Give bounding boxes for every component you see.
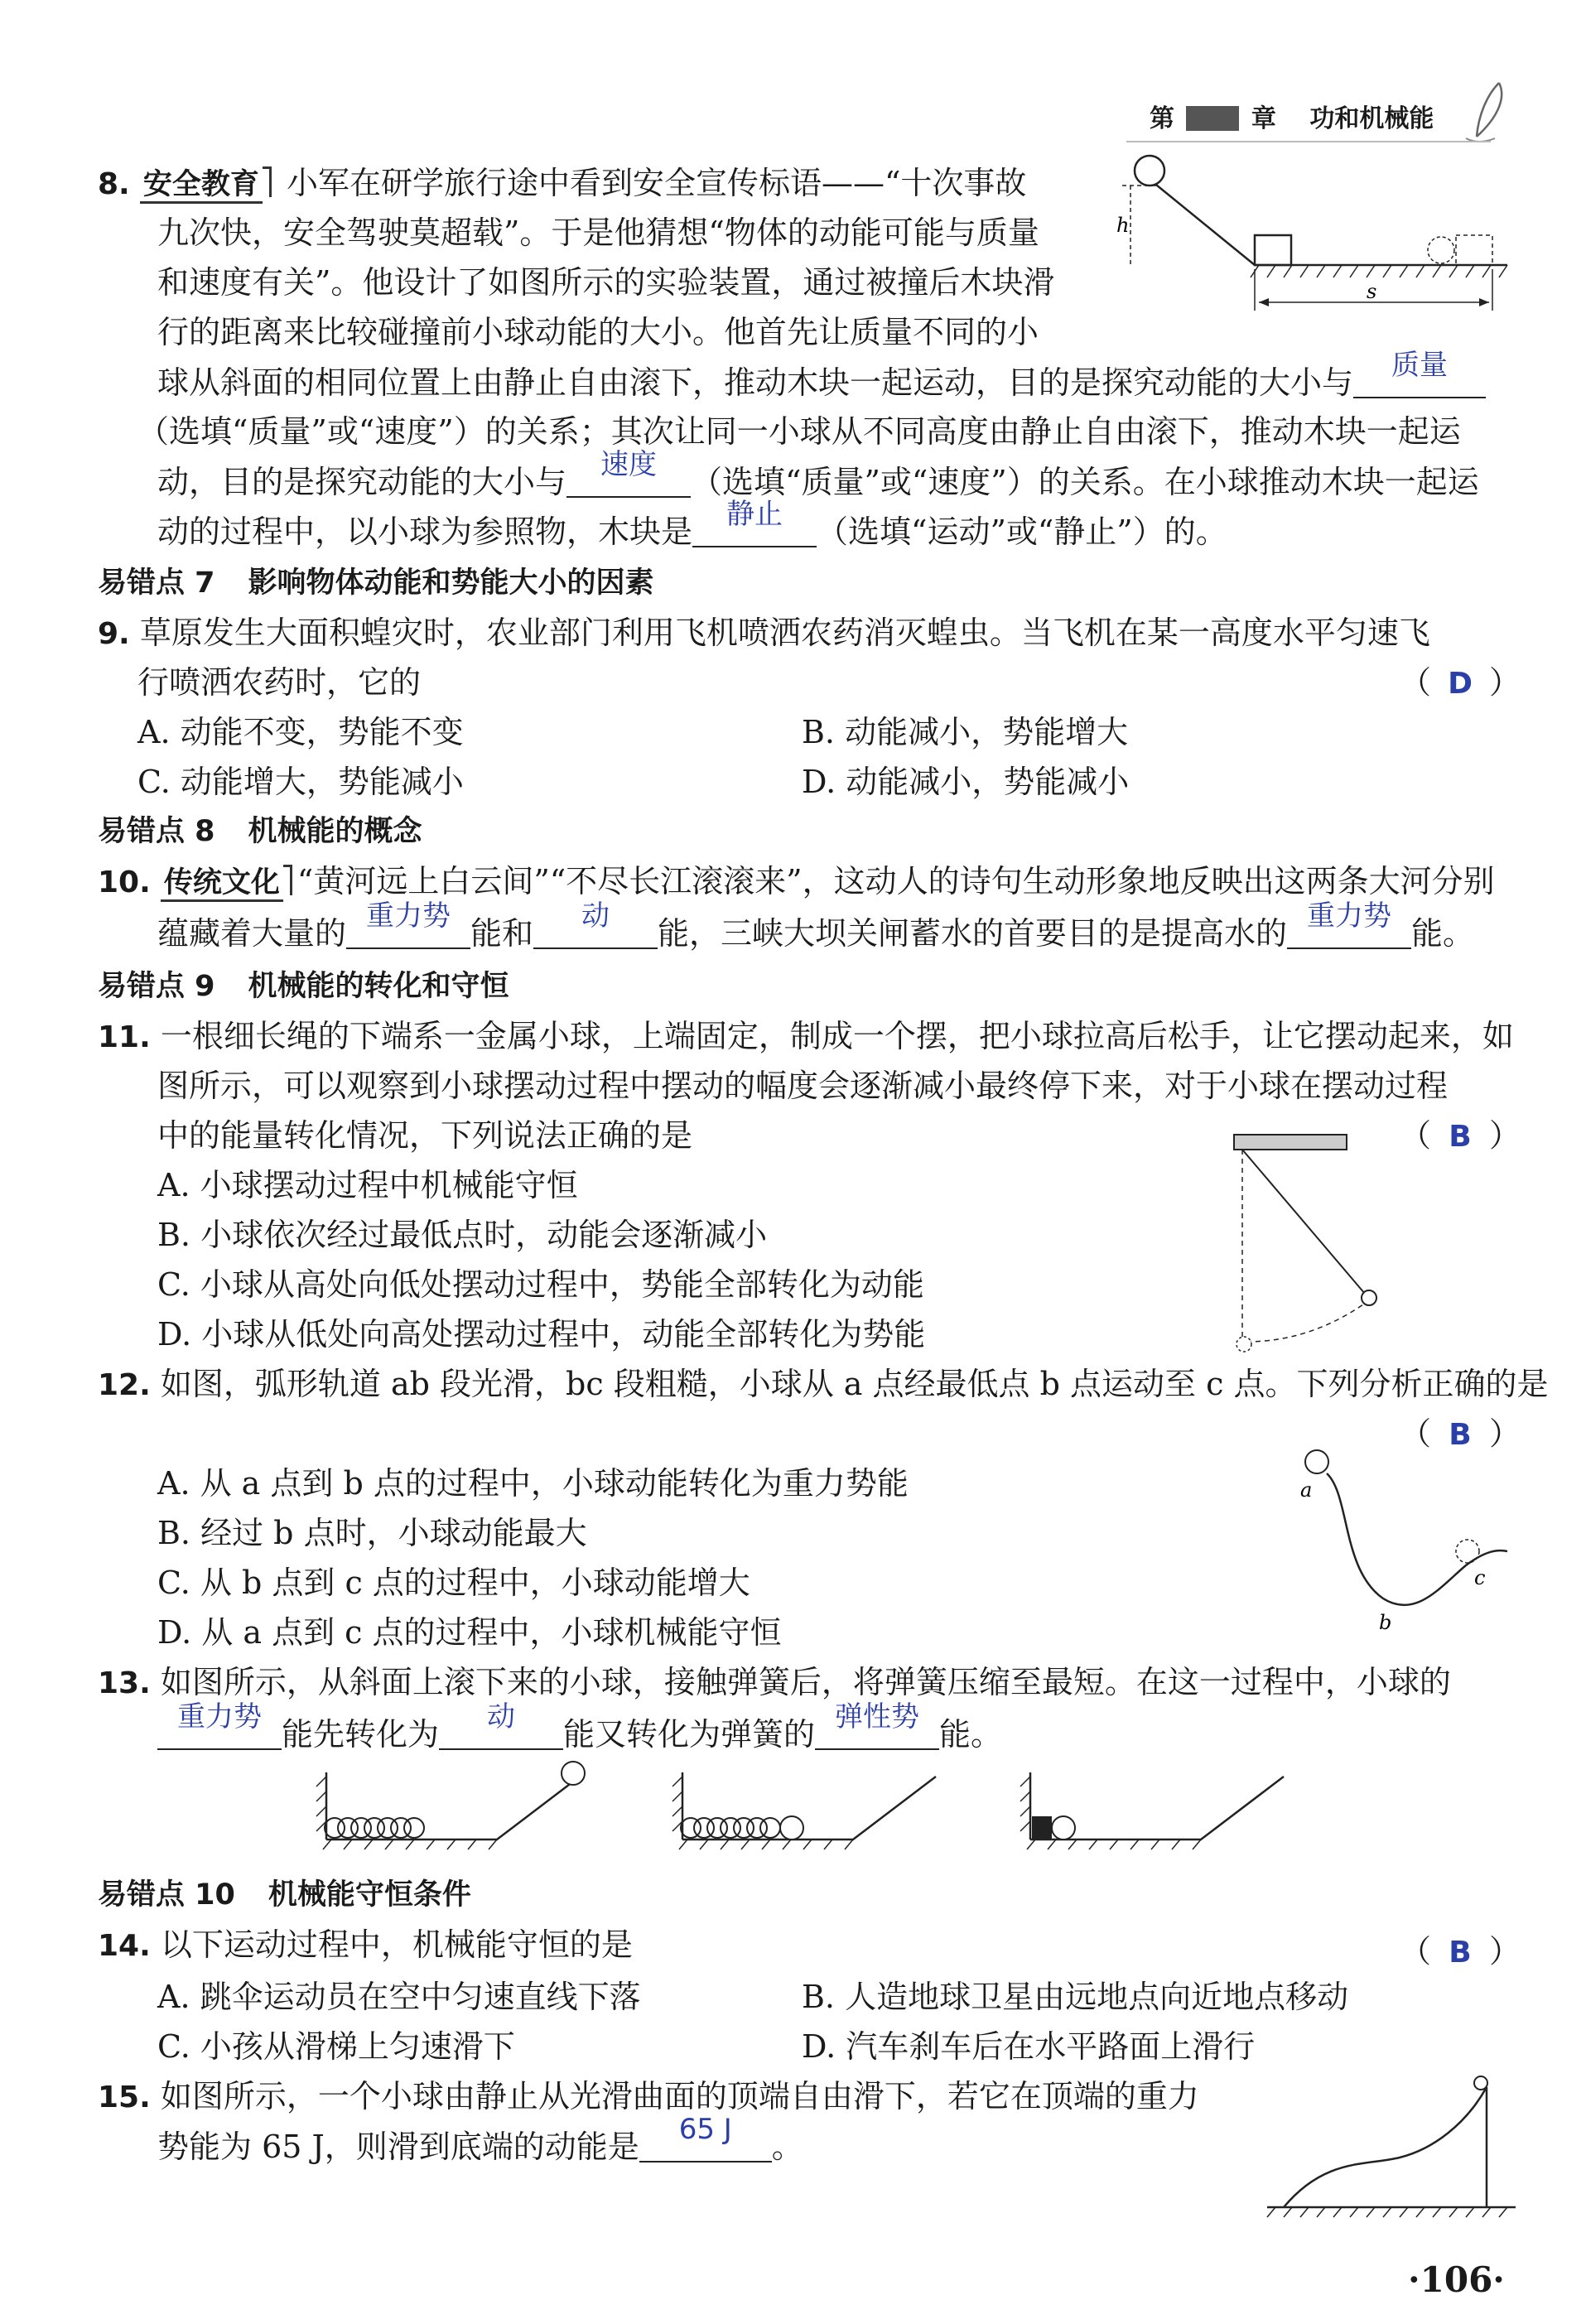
chapter-prefix: 第 (1150, 104, 1174, 133)
q8-line4: 行的距离来比较碰撞前小球动能的大小。他首先让质量不同的小 (157, 314, 1039, 350)
q13-spring-figure-1 (315, 1760, 596, 1851)
section-10-heading (98, 1873, 471, 1917)
q14-option-a[interactable]: A. 跳伞运动员在空中匀速直线下落 (157, 1979, 641, 2015)
question-number: 8. (98, 167, 130, 201)
question-number: 9. (98, 617, 130, 651)
q8-line6: （选填“质量”或“速度”）的关系；其次让同一小球从不同高度由静止自由滚下，推动木块一起运 (137, 413, 1461, 450)
question-number: 13. (98, 1666, 151, 1700)
q11-answer-paren[interactable]: （ B ） (1400, 1114, 1521, 1159)
q14-option-c[interactable]: C. 小孩从滑梯上匀速滑下 (157, 2028, 515, 2065)
q15-line2 (157, 2113, 803, 2168)
section-10-title: 机械能守恒条件 (268, 1878, 471, 1912)
q10-blank-2[interactable] (533, 899, 658, 949)
q8-line7 (157, 448, 1479, 504)
q9-line1 (98, 611, 1430, 656)
q10-text-2b: 能和 (470, 915, 534, 952)
q15-text-1: 如图所示，一个小球由静止从光滑曲面的顶端自由滑下，若它在顶端的重力 (160, 2078, 1199, 2114)
q11-line1 (98, 1015, 1514, 1059)
q13-blank-1[interactable] (157, 1700, 282, 1750)
q11-option-b[interactable]: B. 小球依次经过最低点时，动能会逐渐减小 (157, 1217, 768, 1253)
q11-answer: B (1449, 1120, 1472, 1154)
q8-answer-2: 速度 (600, 448, 658, 481)
q11-option-a[interactable]: A. 小球摆动过程中机械能守恒 (157, 1167, 578, 1203)
distance-label: s (1367, 280, 1377, 303)
q14-text-1: 以下运动过程中，机械能守恒的是 (160, 1926, 633, 1963)
q8-line5 (157, 349, 1486, 404)
tag-bracket-icon (283, 865, 292, 895)
point-a-label: a (1300, 1478, 1313, 1502)
header-rule (1126, 141, 1491, 142)
q12-text-1: 如图，弧形轨道 ab 段光滑，bc 段粗糙，小球从 a 点经最低点 b 点运动至 c 点。下列分析正确的是 (160, 1366, 1549, 1402)
q9-answer-paren[interactable]: （ D ） (1400, 661, 1521, 706)
chapter-header (1150, 98, 1434, 134)
q12-option-d[interactable]: D. 从 a 点到 c 点的过程中，小球机械能守恒 (157, 1614, 782, 1651)
q9-option-a[interactable]: A. 动能不变，势能不变 (137, 714, 464, 750)
section-7-heading (98, 562, 654, 605)
q14-option-d[interactable]: D. 汽车刹车后在水平路面上滑行 (802, 2028, 1256, 2065)
q8-tag: 安全教育 (140, 168, 263, 204)
question-number: 15. (98, 2081, 151, 2114)
q11-text-1: 一根细长绳的下端系一金属小球，上端固定，制成一个摆，把小球拉高后松手，让它摆动起来，如 (160, 1018, 1514, 1054)
q14-answer: B (1449, 1936, 1472, 1970)
q8-line1 (98, 162, 1026, 206)
section-9-title: 机械能的转化和守恒 (248, 970, 509, 1003)
q11-line2: 图所示，可以观察到小球摆动过程中摆动的幅度会逐渐减小最终停下来，对于小球在摆动过程 (157, 1068, 1449, 1104)
q15-answer-1: 65 J (678, 2113, 732, 2146)
q13-answer-2: 动 (487, 1700, 516, 1733)
q11-line3: 中的能量转化情况，下列说法正确的是 (157, 1117, 693, 1154)
q12-answer-paren[interactable]: （ B ） (1400, 1412, 1521, 1457)
q15-blank-1[interactable] (639, 2113, 772, 2162)
q9-line2: 行喷洒农药时，它的 (137, 664, 422, 701)
question-number: 10. (98, 865, 151, 899)
q12-track-figure (1275, 1445, 1507, 1636)
q10-text-1: “黄河远上白云间”“不尽长江滚滚来”，这动人的诗句生动形象地反映出这两条大河分别 (296, 863, 1495, 899)
q8-blank-1[interactable] (1353, 349, 1486, 398)
q8-text-1: 小军在研学旅行途中看到安全宣传标语——“十次事故 (286, 165, 1027, 201)
q9-option-c[interactable]: C. 动能增大，势能减小 (137, 764, 464, 800)
q10-text-2a: 蕴藏着大量的 (157, 915, 347, 952)
q11-option-d[interactable]: D. 小球从低处向高处摆动过程中，动能全部转化为势能 (157, 1316, 926, 1352)
q8-line2: 九次快，安全驾驶莫超载”。于是他猜想“物体的动能可能与质量 (157, 215, 1039, 251)
chapter-suffix: 章 (1251, 104, 1276, 133)
q10-answer-1: 重力势 (366, 899, 451, 933)
height-label: h (1116, 214, 1130, 237)
q15-curve-figure (1259, 2075, 1524, 2240)
q9-answer: D (1448, 667, 1473, 701)
q10-line1 (98, 860, 1495, 904)
section-8-heading (98, 810, 422, 853)
q8-incline-figure (1093, 149, 1524, 315)
point-c-label: c (1474, 1566, 1486, 1589)
q10-answer-3: 重力势 (1307, 899, 1392, 933)
feather-icon (1462, 79, 1511, 145)
q15-text-2b: 。 (771, 2129, 803, 2165)
q11-option-c[interactable]: C. 小球从高处向低处摆动过程中，势能全部转化为动能 (157, 1266, 924, 1303)
q12-option-b[interactable]: B. 经过 b 点时，小球动能最大 (157, 1515, 587, 1551)
q15-text-2a: 势能为 65 J，则滑到底端的动能是 (157, 2129, 639, 2165)
question-number: 14. (98, 1929, 151, 1963)
q8-blank-2[interactable] (566, 448, 691, 498)
q8-text-5: 球从斜面的相同位置上由静止自由滚下，推动木块一起运动，目的是探究动能的大小与 (157, 364, 1354, 401)
q12-line1 (98, 1362, 1548, 1407)
q8-text-8a: 动的过程中，以小球为参照物，木块是 (157, 513, 693, 550)
q9-text-1: 草原发生大面积蝗灾时，农业部门利用飞机喷洒农药消灭蝗虫。当飞机在某一高度水平匀速飞 (139, 615, 1430, 651)
q13-text-2b: 能又转化为弹簧的 (563, 1716, 816, 1753)
q10-line2 (157, 899, 1475, 955)
q10-text-2c: 能，三峡大坝关闸蓄水的首要目的是提高水的 (658, 915, 1288, 952)
q13-answer-3: 弹性势 (835, 1700, 920, 1733)
q13-spring-figure-2 (671, 1760, 952, 1851)
q12-option-a[interactable]: A. 从 a 点到 b 点的过程中，小球动能转化为重力势能 (157, 1465, 909, 1502)
q10-blank-3[interactable] (1287, 899, 1411, 949)
q13-line1 (98, 1661, 1451, 1705)
q13-line2 (157, 1700, 1003, 1756)
q10-blank-1[interactable] (346, 899, 470, 949)
section-9-heading (98, 965, 509, 1008)
section-10-keyword: 易错点 10 (98, 1878, 235, 1912)
section-7-keyword: 易错点 7 (98, 567, 215, 600)
q13-text-2c: 能。 (939, 1716, 1003, 1753)
chapter-title: 功和机械能 (1309, 104, 1434, 133)
q8-text-7b: （选填“质量”或“速度”）的关系。在小球推动木块一起运 (691, 464, 1479, 500)
question-number: 11. (98, 1020, 151, 1054)
section-7-title: 影响物体动能和势能大小的因素 (248, 567, 654, 600)
q8-line8 (157, 498, 1227, 553)
q13-text-1: 如图所示，从斜面上滚下来的小球，接触弹簧后，将弹簧压缩至最短。在这一过程中，小球的 (160, 1664, 1451, 1700)
q13-spring-figure-3 (1019, 1760, 1300, 1851)
q8-blank-3[interactable] (692, 498, 817, 547)
q9-option-b[interactable]: B. 动能减小，势能增大 (802, 714, 1129, 750)
q13-blank-3[interactable] (815, 1700, 939, 1750)
q14-option-b[interactable]: B. 人造地球卫星由远地点向近地点移动 (802, 1979, 1349, 2015)
q11-pendulum-figure (1226, 1135, 1391, 1375)
q12-option-c[interactable]: C. 从 b 点到 c 点的过程中，小球动能增大 (157, 1565, 750, 1601)
q8-answer-3: 静止 (726, 498, 783, 531)
question-number: 12. (98, 1368, 151, 1402)
section-8-keyword: 易错点 8 (98, 815, 215, 848)
q8-text-8b: （选填“运动”或“静止”）的。 (817, 513, 1227, 550)
chapter-number-icon (1186, 106, 1239, 131)
section-9-keyword: 易错点 9 (98, 970, 215, 1003)
q13-answer-1: 重力势 (177, 1700, 262, 1733)
q14-line1 (98, 1923, 633, 1968)
q12-answer: B (1449, 1418, 1472, 1452)
q10-answer-2: 动 (581, 899, 610, 933)
q14-answer-paren[interactable]: （ B ） (1400, 1930, 1521, 1974)
tag-bracket-icon (263, 166, 272, 197)
q10-text-2d: 能。 (1411, 915, 1475, 952)
q13-text-2a: 能先转化为 (282, 1716, 440, 1753)
q8-text-7a: 动，目的是探究动能的大小与 (157, 464, 567, 500)
section-8-title: 机械能的概念 (248, 815, 422, 848)
page-number: ·106· (1408, 2259, 1505, 2300)
q13-blank-2[interactable] (439, 1700, 563, 1750)
point-b-label: b (1379, 1611, 1392, 1634)
q8-line3: 和速度有关”。他设计了如图所示的实验装置，通过被撞后木块滑 (157, 264, 1055, 301)
q9-option-d[interactable]: D. 动能减小，势能减小 (802, 764, 1130, 800)
q10-tag: 传统文化 (161, 866, 283, 902)
q8-answer-1: 质量 (1391, 349, 1449, 382)
